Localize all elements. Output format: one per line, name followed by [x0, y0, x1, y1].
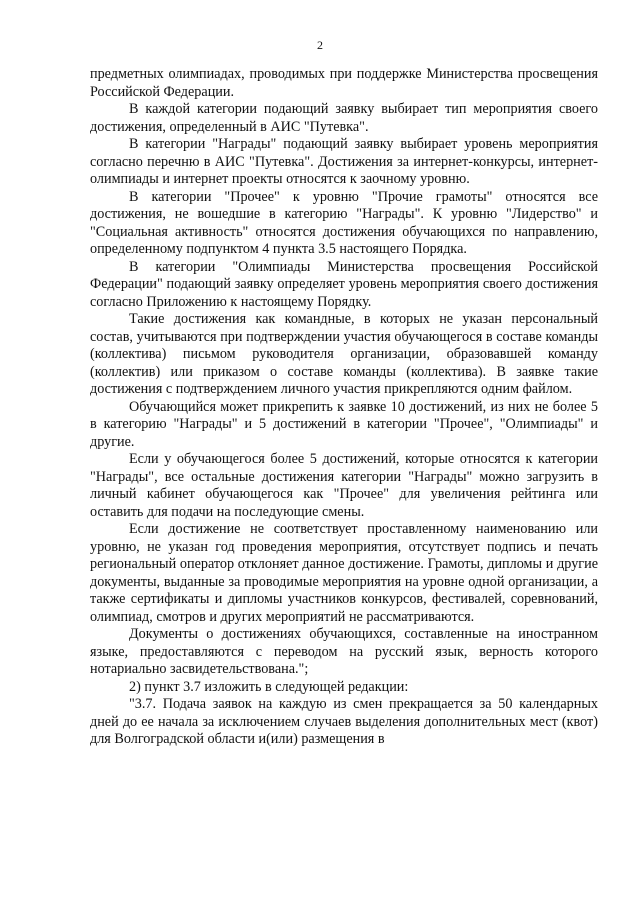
page-number: 2: [317, 38, 323, 52]
paragraph: Если достижение не соответствует проставленному наименованию или уровню, не указан год проведения мероприятия, отсутствует подпись и печать региональный оператор отклоняет данное достижение. Грамоты, дипломы и другие документы, выданные за проводимые мероприятия на уровне одной организации, а также сертификаты и дипломы участников конкурсов, фестивалей, соревнований, олимпиад, смотров и других мероприятий не рассматриваются.: [90, 521, 598, 625]
paragraph: Если у обучающегося более 5 достижений, которые относятся к категории "Награды", все остальные достижения категории "Награды" можно загрузить в личный кабинет обучающегося как "Прочее" для увеличения рейтинга или оставить для подачи на последующие смены.: [90, 451, 598, 520]
paragraph: предметных олимпиадах, проводимых при поддержке Министерства просвещения Российской Федерации.: [90, 66, 598, 100]
paragraph: В категории "Награды" подающий заявку выбирает уровень мероприятия согласно перечню в АИС "Путевка". Достижения за интернет-конкурсы, интернет-олимпиады и интернет проекты относятся к заочному уровню.: [90, 136, 598, 187]
document-body: [90, 66, 598, 749]
paragraph: В категории "Олимпиады Министерства просвещения Российской Федерации" подающий заявку определяет уровень мероприятия своего достижения согласно Приложению к настоящему Порядку.: [90, 258, 598, 310]
paragraph: В категории "Прочее" к уровню "Прочие грамоты" относятся все достижения, не вошедшие в категорию "Награды". К уровню "Лидерство" и "Социальная активность" относятся достижения обучающихся по направлению, определенному подпунктом 4 пункта 3.5 настоящего Порядка.: [90, 188, 598, 257]
paragraph: Такие достижения как командные, в которых не указан персональный состав, учитываются при подтверждении участия обучающегося в составе команды (коллектива) письмом руководителя организации, образовавшей команду (коллектив) или приказом о составе команды (коллектива). В заявке такие достижения с подтверждением личного участия прикрепляются одним файлом.: [90, 311, 598, 397]
paragraph: 2) пункт 3.7 изложить в следующей редакции:: [129, 678, 409, 695]
paragraph: Документы о достижениях обучающихся, составленные на иностранном языке, предоставляются с переводом на русский язык, верность которого нотариально засвидетельствована.";: [90, 626, 598, 677]
paragraph: "3.7. Подача заявок на каждую из смен прекращается за 50 календарных дней до ее начала за исключением случаев выделения дополнительных мест (квот) для Волгоградской области и(или) размещения в: [90, 696, 598, 747]
paragraph: В каждой категории подающий заявку выбирает тип мероприятия своего достижения, определенный в АИС "Путевка".: [90, 101, 598, 135]
paragraph: Обучающийся может прикрепить к заявке 10 достижений, из них не более 5 в категорию "Награды" и 5 достижений в категории "Прочее", "Олимпиады" и другие.: [90, 398, 598, 450]
